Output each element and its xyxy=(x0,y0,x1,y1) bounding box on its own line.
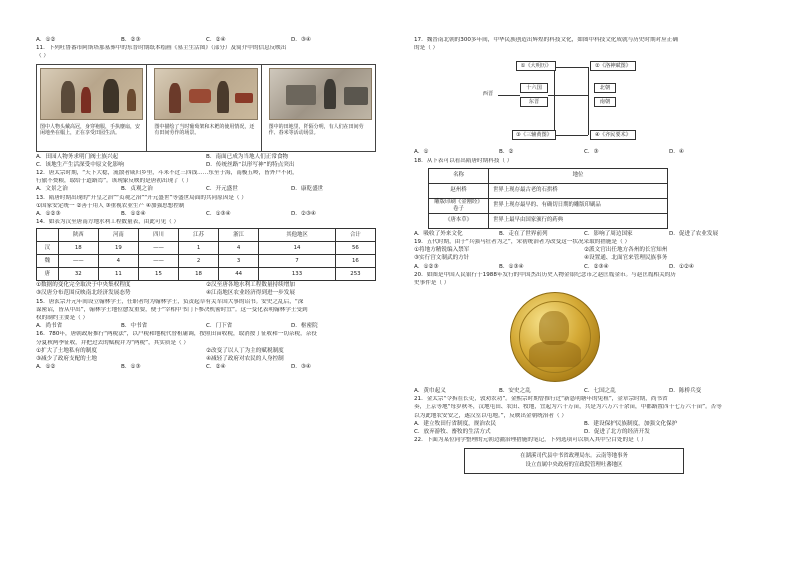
option[interactable]: B．贞观之治 xyxy=(121,186,153,193)
option[interactable]: D．传统丝路“以形写神”的特点突出 xyxy=(206,161,295,168)
option[interactable]: A．建立牧田行省制度，规治农民 xyxy=(414,420,497,427)
table-cell: 19 xyxy=(98,242,138,255)
notes-line: 设立直属中央政府的宣政院管理吐蕃地区 xyxy=(525,462,623,469)
q16-items xyxy=(36,348,376,356)
q15-stem-cont: 谋密诏，皆从中出”，翰林学士地位愈发重要，便于“宰相中书门下参决机密时宜”。这一变化表明翰林学士受到 xyxy=(36,306,308,313)
q11-options xyxy=(36,154,376,162)
mural-painting-1 xyxy=(40,68,143,120)
table-header-row xyxy=(37,229,376,242)
table-row xyxy=(37,255,376,268)
diagram-box-mid-2: 东晋 xyxy=(520,97,548,107)
q15-options xyxy=(36,323,376,331)
q14-stem: 14．如表为汉至唐南方地水利工程数量表，由此可见（ ） xyxy=(36,219,180,226)
statement: ④江南地区农业经济得到进一步发展 xyxy=(206,290,295,297)
option[interactable]: D．促进了北方的经济开发 xyxy=(584,429,650,435)
table-header-cell: 地位 xyxy=(489,168,668,183)
q14-items-2 xyxy=(36,290,376,298)
option[interactable]: D．③④ xyxy=(291,364,311,371)
option[interactable]: C．②④ xyxy=(206,37,226,43)
statement: ②改变了以人丁为主的赋税制度 xyxy=(206,347,284,354)
option[interactable]: C．②④ xyxy=(206,364,226,371)
table-cell: 世界上最早由国家颁行的药典 xyxy=(489,213,668,228)
table-header-cell: 江苏 xyxy=(179,229,219,242)
statement: ③实行宫文制武的方针 xyxy=(414,255,470,262)
option[interactable]: D．枢密院 xyxy=(291,323,318,330)
q11-stem-cont: （ ） xyxy=(36,53,49,60)
table-cell: 世界上现存最古老的石拱桥 xyxy=(489,183,668,198)
statement: ①扩大了土地私有的制度 xyxy=(36,347,97,354)
left-column xyxy=(36,37,376,372)
option[interactable]: C．门下省 xyxy=(206,323,233,330)
table-cell: 3 xyxy=(219,255,259,268)
q19-options xyxy=(414,264,754,272)
option[interactable]: A．尚书省 xyxy=(36,323,63,330)
option[interactable]: D．康乾盛世 xyxy=(291,186,324,193)
table-cell: 44 xyxy=(219,268,259,281)
option[interactable]: D．②③④ xyxy=(291,210,316,217)
q11-image-2 xyxy=(151,65,261,151)
table-cell: 133 xyxy=(259,268,336,281)
table-cell: 2 xyxy=(179,255,219,268)
option[interactable]: C．③ xyxy=(584,149,599,156)
option[interactable]: A．①②③ xyxy=(36,210,61,217)
table-cell: 唐 xyxy=(37,268,59,281)
table-header-row xyxy=(429,168,668,183)
q16-stem: 16．780年，唐朝政府推行“两税法”，以户税和地税代替租庸调，按照田亩收税，取消按丁征收和一切杂税，杂役 xyxy=(36,331,317,338)
mural-painting-3 xyxy=(269,68,372,120)
q20-stem-cont: 史事件是（ ） xyxy=(414,279,450,286)
option[interactable]: A．文景之治 xyxy=(36,186,68,193)
notes-line: 在湖溪司代县中书省政理局东。云南等地事务 xyxy=(520,453,628,460)
q13-stem: 13．隋唐时期出现的“开皇之治”“贞观之治”“开元盛世”等盛世局面的共同原因是（ ） xyxy=(36,194,247,201)
option[interactable]: C．该地生产生活深受中原文化影响 xyxy=(36,161,124,168)
q20-options xyxy=(414,388,754,396)
table-cell: 32 xyxy=(58,268,98,281)
diagram-box-right-1: 北朝 xyxy=(594,83,616,93)
table-cell: 1 xyxy=(179,242,219,255)
statement: ④设置通、北面官来管理民族事务 xyxy=(584,255,668,262)
statement: ②汉至唐各地水利工程数量持续增加 xyxy=(206,282,295,289)
table-cell: 14 xyxy=(259,242,336,255)
q22-stem: 22．下面为某位同学整理的元朝边疆治理措施的笔记，下列选项可以填入其中空白处的是（ ） xyxy=(414,437,647,444)
option[interactable]: B．①②④ xyxy=(121,210,146,217)
q21-stem: 21．金太宗“令拆在长吏，敦劝农功”。金熙宗时期曾推行过“新恳明塘年的免租”，金章宗时期，尚书省 xyxy=(414,396,668,403)
q18-stem: 18．从下表可以看出隋唐时期科技（ ） xyxy=(414,157,513,164)
q12-stem-cont: 行旅不赍粮，取给于道路焉”。该现象反映的是唐初出现了（ ） xyxy=(36,178,192,185)
option[interactable]: D．陈桥兵变 xyxy=(669,388,702,395)
table-cell: 汉 xyxy=(37,242,59,255)
diagram-box-right-2: 南朝 xyxy=(594,97,616,107)
statement: ②派文官出任地方各州的长官知州 xyxy=(584,247,668,254)
option[interactable]: D．①②④ xyxy=(669,263,694,270)
diagram-box-bottom-1: ③《三辅黄图》 xyxy=(512,130,556,140)
q13-items: ①国家安定统一 ②善于用人 ③重视农业生产 ④加强思想控制 xyxy=(36,202,185,209)
q21-stem-cont-2: 以为此地农安安之，遂汉室以屯地。”，反映出金朝统治者（ ） xyxy=(414,412,567,419)
q15-stem: 15．唐玄宗开元年间设立翰林学士，任职者均为翰林学士，负责起草有关军国大事的诏书。安史之乱后，“深 xyxy=(36,298,304,305)
q22-notes-box xyxy=(464,448,684,473)
q19-items-2 xyxy=(414,255,754,263)
option[interactable]: A．田园人物务求明门阀士族兴起 xyxy=(36,153,119,160)
table-header-cell: 其他地区 xyxy=(259,229,336,242)
option[interactable]: B．①③④ xyxy=(499,263,524,270)
option[interactable]: C．开元盛世 xyxy=(206,186,238,193)
q12-options xyxy=(36,186,376,194)
q18-options xyxy=(414,231,754,239)
diagram-box-top-2: ②《洛神赋图》 xyxy=(590,61,636,71)
table-cell: 16 xyxy=(335,255,375,268)
image-caption: 图中描绘了当时葡萄架和木耙的使用情况，还有田间劳作的场景。 xyxy=(154,123,255,137)
table-cell: —— xyxy=(138,255,178,268)
mural-painting-2 xyxy=(154,68,257,120)
option[interactable]: C．影响了周边国家 xyxy=(584,230,633,237)
q20-stem: 20．如图是中国人民银行于1988年发行的中国杰出历史人物金银纪念币之赵匡胤金币。与赵匡胤相关的历 xyxy=(414,271,676,278)
q21-options xyxy=(414,421,754,429)
q11-stem: 11．下列吐鲁番市阿斯塔那墓葬中的东晋时期纸本绘画《墓主生活图》（部分）及简介中的信息反映出 xyxy=(36,45,287,52)
diagram-box-mid-1: 十六国 xyxy=(520,83,548,93)
q15-stem-cont-2: 权的制约主要是（ ） xyxy=(36,315,89,321)
q11-image-1 xyxy=(37,65,147,151)
q16-stem-cont: 分夏秋两季征收，并把过去的赋税并为“两税”，其实质是（ ） xyxy=(36,339,190,346)
table-cell: 赵州桥 xyxy=(429,183,489,198)
statement: ①数据的变化完全取决于中央集权程度 xyxy=(36,282,131,289)
table-cell: 4 xyxy=(219,242,259,255)
option[interactable]: A．① xyxy=(414,149,429,156)
q16-options xyxy=(36,364,376,372)
statement: ④减轻了政府对农民的人身控制 xyxy=(206,355,284,362)
q20-coin-figure xyxy=(414,290,754,386)
table-cell: 56 xyxy=(335,242,375,255)
table-cell: 世界上现存最早的、有确切日期的雕版印刷品 xyxy=(489,198,668,213)
option[interactable]: A．①②③ xyxy=(414,263,439,270)
table-cell: 18 xyxy=(179,268,219,281)
q14-water-works-table xyxy=(36,228,376,281)
table-cell: —— xyxy=(58,255,98,268)
gold-coin-image xyxy=(510,292,600,382)
table-header-cell: 浙江 xyxy=(219,229,259,242)
table-cell: 18 xyxy=(58,242,98,255)
option[interactable]: A．吸收了外来文化 xyxy=(414,230,463,237)
table-row xyxy=(37,268,376,281)
q10-options xyxy=(36,37,376,45)
table-row xyxy=(429,213,668,228)
option[interactable]: B．建设保护民族制度，加强文化保护 xyxy=(584,420,678,427)
q16-items-2 xyxy=(36,356,376,364)
q18-tech-table xyxy=(428,168,668,229)
table-header-cell xyxy=(37,229,59,242)
table-cell: 《唐本草》 xyxy=(429,213,489,228)
option[interactable]: B．南面已成为当地人们正常食物 xyxy=(206,153,289,160)
table-cell: 雕版印刷《金刚经》卷子 xyxy=(429,198,489,213)
table-cell: 4 xyxy=(98,255,138,268)
table-header-cell: 河南 xyxy=(98,229,138,242)
table-header-cell: 四川 xyxy=(138,229,178,242)
q11-options-2 xyxy=(36,162,376,170)
option[interactable]: B．②③ xyxy=(121,37,141,43)
option[interactable]: A．①② xyxy=(36,37,56,43)
option[interactable]: A．①② xyxy=(36,364,56,371)
q17-stem-cont: 的是（ ） xyxy=(414,45,439,52)
q13-options xyxy=(36,211,376,219)
table-header-cell: 名称 xyxy=(429,168,489,183)
option[interactable]: A．黄巾起义 xyxy=(414,388,446,395)
q19-stem: 19．五代时期，由于“兵强马壮者为之”，宋初统治者为改变这一状况采取的措施是（ ） xyxy=(414,238,631,245)
q17-options xyxy=(414,149,754,157)
statement: ①将地方精锐编入禁军 xyxy=(414,247,470,254)
table-header-cell: 合计 xyxy=(335,229,375,242)
q21-options-2 xyxy=(414,429,754,437)
option[interactable]: B．② xyxy=(499,149,514,156)
table-cell: 魏 xyxy=(37,255,59,268)
table-cell: 253 xyxy=(335,268,375,281)
table-header-cell: 陕西 xyxy=(58,229,98,242)
option[interactable]: C．七国之乱 xyxy=(584,388,616,395)
table-row xyxy=(37,242,376,255)
table-row xyxy=(429,198,668,213)
image-caption: 图中人物头戴高冠，身穿袍服，手执麈扇，安闲地坐在榻上，正在享受田园生活。 xyxy=(40,123,141,137)
option[interactable]: C．①③④ xyxy=(206,210,231,217)
option[interactable]: D．④ xyxy=(669,149,684,156)
option[interactable]: C．②③④ xyxy=(584,263,609,270)
table-cell: 7 xyxy=(259,255,336,268)
statement: ③减少了政府支配的土地 xyxy=(36,355,97,362)
diagram-label-west-jin: 西晋 xyxy=(478,90,498,100)
option[interactable]: B．①③ xyxy=(121,364,141,371)
q21-stem-cont: 奏，上京等地“每岁秋冬，汉地屯田、农田、牧地，宜起为六千万亩，共是为六万六千余亩，中都路置四十七万六千亩”。否等 xyxy=(414,404,722,411)
diagram-box-bottom-2: ④《齐民要术》 xyxy=(590,130,636,140)
option[interactable]: D．促进了农业发展 xyxy=(669,230,719,237)
image-caption: 图中的田地里，阡陌分明，有人们在田间劳作、舂米等活动场景。 xyxy=(268,123,364,137)
statement: ③汉唐分布范围反映南北经济发展态势 xyxy=(36,290,131,297)
option[interactable]: C．放弃游牧、畜牧的生活方式 xyxy=(414,429,491,435)
table-cell: 11 xyxy=(98,268,138,281)
option[interactable]: B．走在了世界前列 xyxy=(499,230,548,237)
right-column xyxy=(414,37,754,474)
table-cell: —— xyxy=(138,242,178,255)
diagram-box-top-1: ①《大明历》 xyxy=(516,61,556,71)
q11-image-3 xyxy=(266,65,375,151)
table-row xyxy=(429,183,668,198)
option[interactable]: B．安史之乱 xyxy=(499,388,531,395)
q11-image-strip xyxy=(36,64,376,152)
q12-stem: 12．唐太宗时期，“天下大稔，流散者咸归乡里，斗米不过三四钱……东至于海，南极五岭，皆外户不闭， xyxy=(36,169,298,176)
option[interactable]: B．中书省 xyxy=(121,323,148,330)
table-cell: 15 xyxy=(138,268,178,281)
q17-dynasty-diagram xyxy=(414,55,754,147)
q17-stem: 17．魏晋南北朝的300多年间，中华民族创造出辉煌的科技文化，如图中科技文化成就与历史时期对应正确 xyxy=(414,37,678,43)
option[interactable]: D．③④ xyxy=(291,37,311,43)
